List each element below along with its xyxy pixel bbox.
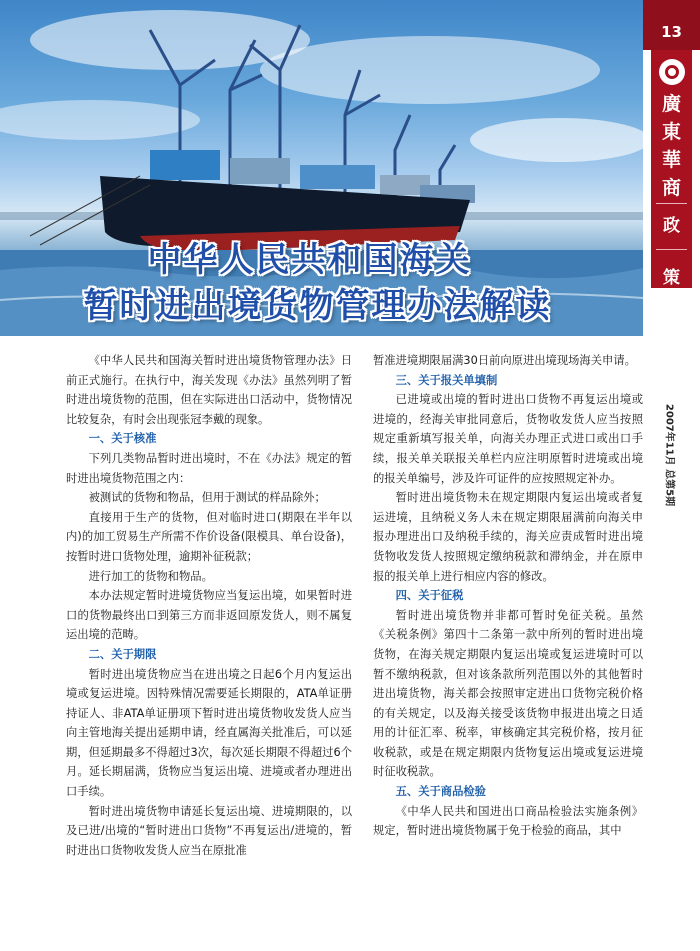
paragraph: 《中华人民共和国进出口商品检验法实施条例》规定，暂时进出境货物属于免于检验的商品，其中 xyxy=(373,804,643,838)
paragraph: 进行加工的货物和物品。 xyxy=(88,569,213,583)
paragraph: 被测试的货物和物品，但用于测试的样品除外； xyxy=(88,491,326,505)
page-number: 13 xyxy=(643,0,700,50)
brand-logo-icon xyxy=(659,59,685,85)
brand-name xyxy=(651,90,692,202)
section-heading: 五、关于商品检验 xyxy=(395,785,486,799)
right-column xyxy=(373,351,643,841)
category-char: 策 xyxy=(663,268,680,288)
section-heading: 一、关于核准 xyxy=(88,432,157,446)
paragraph: 已进境或出境的暂时进出口货物不再复运出境或进境的，经海关审批同意后，货物收发货人应当按照规定重新填写报关单，向海关办理正式进口或出口手续，报关单关联报关单栏内应注明原暂时进境或出境的报关单编号，涉及许可证件的应按照规定补办。 xyxy=(373,393,643,485)
article-title-line2: 暂时进出境货物管理办法解读 xyxy=(83,286,552,326)
paragraph: 直接用于生产的货物，但对临时进口(期限在半年以内)的加工贸易生产所需不作价设备(限模具、单台设备)，按暂时进口货物处理，逾期补征税款； xyxy=(66,510,352,563)
brand-char: 商 xyxy=(661,177,681,199)
paragraph: 暂时进出境货物应当在进出境之日起6个月内复运出境或复运进境。因特殊情况需要延长期限的，ATA单证册持证人、非ATA单证册项下暂时进出境货物收发货人应当向主管地海关提出延期申请，经直属海关批准后，可以延期，但延期最多不得超过3次，每次延长期限不得超过6个月。延长期届满，货物应当复运出境、进境或者办理进出口手续。 xyxy=(66,667,352,799)
paragraph: 暂时进出境货物未在规定期限内复运出境或者复运进境，且纳税义务人未在规定期限届满前向海关申报办理进出口及纳税手续的，海关应责成暂时进出境货物收发货人按照规定缴纳税款和滞纳金，并在原申报的报关单上进行相应内容的修改。 xyxy=(373,491,643,583)
paragraph: 暂时进出境货物申请延长复运出境、进境期限的，以及已进/出境的“暂时进出口货物”不再复运出/进境的，暂时进出口货物收发货人应当在原批准 xyxy=(66,804,352,857)
brand-char: 廣 xyxy=(661,93,681,115)
paragraph: 下列几类物品暂时进出境时，不在《办法》规定的暂时进出境货物范围之内： xyxy=(66,451,352,485)
left-column xyxy=(66,351,352,860)
category-char: 政 xyxy=(663,216,680,236)
section-heading: 四、关于征税 xyxy=(395,589,464,603)
paragraph: 暂准进境期限届满30日前向原进出境现场海关申请。 xyxy=(373,354,636,367)
section-heading: 二、关于期限 xyxy=(88,647,157,661)
hero-image xyxy=(0,0,643,336)
paragraph: 暂时进出境货物并非都可暂时免征关税。虽然《关税条例》第四十二条第一款中所列的暂时进出境货物，在海关规定期限内复运出境或复运进境时可以暂不缴纳税款，但对该条款所列范围以外的其他暂时进出境货物，海关都会按照审定进出口货物完税价格的有关规定，以及海关接受该货物申报进出境之日适用的计征汇率、税率，审核确定其完税价格，按月征收税款，或是在规定期限内货物复运出境或复运进境时征收税款。 xyxy=(373,608,643,779)
brand-char: 華 xyxy=(661,149,681,171)
section-heading: 三、关于报关单填制 xyxy=(395,373,498,387)
paragraph: 本办法规定暂时进境货物应当复运出境，如果暂时进口的货物最终出口到第三方而非返回原发货人，则不属复运出境的范畴。 xyxy=(66,589,352,642)
paragraph: 《中华人民共和国海关暂时进出境货物管理办法》日前正式施行。在执行中，海关发现《办法》虽然列明了暂时进出境货物的范围，但在实际进出口活动中，货物情况比较复杂，有时会出现张冠李戴的现象。 xyxy=(66,354,352,426)
brand-char: 東 xyxy=(661,121,681,143)
article-title-line1: 中华人民共和国海关 xyxy=(147,240,472,280)
section-category xyxy=(651,200,692,304)
issue-label: 2007年11月 总第5期 xyxy=(663,403,675,507)
